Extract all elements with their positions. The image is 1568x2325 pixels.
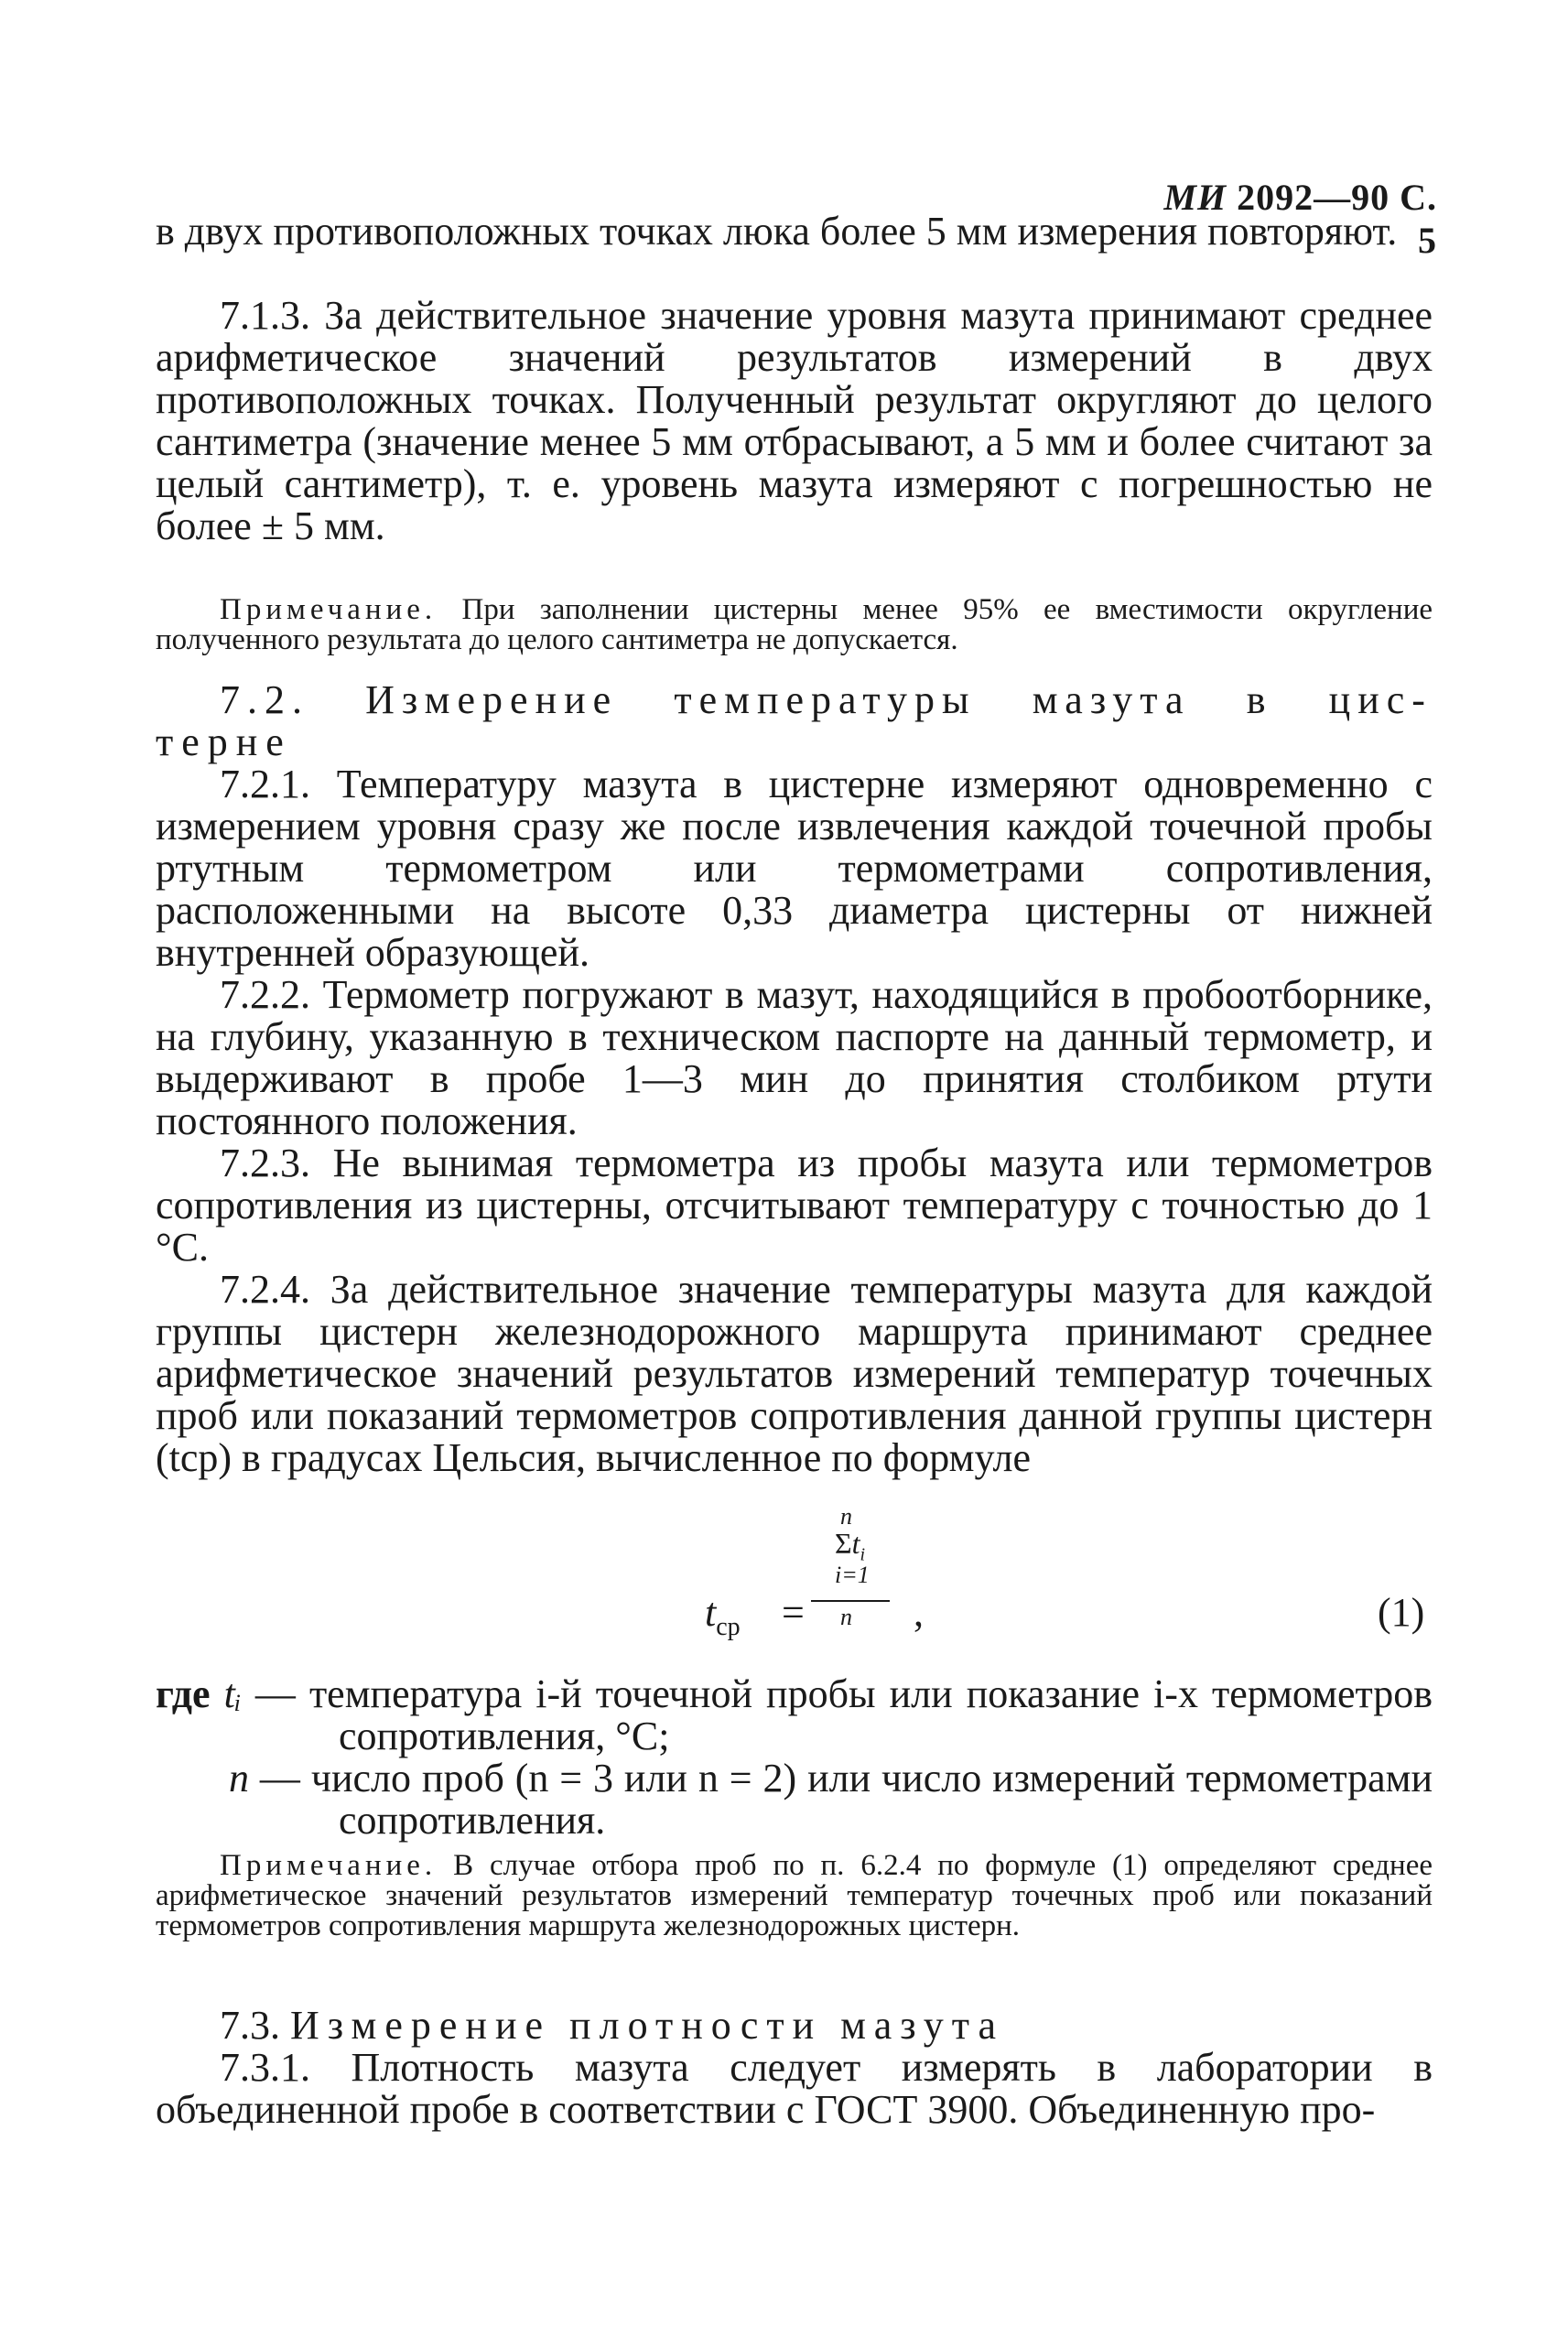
- paragraph-7-2-1: 7.2.1. Температуру мазута в цистерне измеряют одновременно с измерением уровня сразу же после извлечения каждой точечной пробы ртутным термометром или термометрами сопротивления, расположенными на высоте 0,33 диаметра цистерны от нижней внутренней образующей.: [156, 762, 1433, 975]
- section-7-2-word-4: в: [1246, 677, 1273, 722]
- note-1-label: Примечание.: [220, 593, 438, 626]
- formula-lhs: $t_{ср}$: [705, 1590, 741, 1641]
- section-7-3-number: 7.3.: [220, 2003, 280, 2048]
- section-7-2-word-5: цис-: [1328, 677, 1433, 722]
- paragraph-continued: в двух противоположных точках люка более 5 мм измерения повторяют.: [156, 209, 1398, 254]
- standard-number: 2092—90: [1237, 177, 1390, 218]
- section-heading-7-2: [156, 679, 1433, 763]
- section-7-2-word-3: мазута: [1032, 677, 1191, 722]
- formula-comma: ,: [914, 1590, 924, 1635]
- section-7-2-word-1: Измерение: [365, 677, 619, 722]
- note-1: [156, 595, 1433, 655]
- paragraph-7-2-2: 7.2.2. Термометр погружают в мазут, находящийся в пробоотборнике, на глубину, указанную в техническом паспорте на данный термометр, и выдерживают в пробе 1—3 мин до принятия столбиком ртути постоянного положения.: [156, 972, 1433, 1143]
- paragraph-7-3-1: 7.3.1. Плотность мазута следует измерять в лаборатории в объединенной пробе в соответствии с ГОСТ 3900. Объединенную про-: [156, 2045, 1433, 2132]
- note-1-text: При заполнении цистерны менее 95% ее вместимости округление полученного результата до целого сантиметра не допускается.: [156, 593, 1433, 656]
- formula-denominator: n: [840, 1604, 852, 1630]
- section-heading-7-3: [156, 2005, 1433, 2047]
- section-7-2-number: 7.2.: [220, 677, 309, 722]
- formula-lower-limit: i=1: [835, 1562, 870, 1588]
- equation-number: (1): [1378, 1590, 1425, 1635]
- formula-equals: =: [782, 1590, 805, 1635]
- formula-1: [705, 1501, 998, 1648]
- section-7-2-word-6: терне: [156, 719, 292, 764]
- where-definitions: [156, 1673, 1433, 1842]
- paragraph-7-2-4: 7.2.4. За действительное значение температуры мазута для каждой группы цистерн железнодорожного маршрута принимают среднее арифметическое значений результатов измерений температур точечных проб или показаний термометров сопротивления данной группы цистерн (tср) в градусах Цельсия, вычисленное по формуле: [156, 1267, 1433, 1480]
- section-7-2-word-2: температуры: [674, 677, 977, 722]
- note-2: [156, 1851, 1433, 1941]
- paragraph-7-2-3: 7.2.3. Не вынимая термометра из пробы мазута или термометров сопротивления из цистерны, отсчитывают температуру с точностью до 1 °С.: [156, 1141, 1433, 1270]
- note-2-text: В случае отбора проб по п. 6.2.4 по формуле (1) определяют среднее арифметическое значений результатов измерений температур точечных проб или показаний термометров сопротивления маршрута железнодорожных цистерн.: [156, 1849, 1433, 1942]
- definition-t-i: где tᵢ — температура i-й точечной пробы или показание i-х термометров сопротивления, °С;: [156, 1671, 1433, 1758]
- standard-code: МИ: [1163, 177, 1227, 218]
- note-2-label: Примечание.: [220, 1849, 438, 1882]
- definition-n: n — число проб (n = 3 или n = 2) или число измерений термометрами сопротивления.: [229, 1756, 1433, 1843]
- formula-upper-limit: n: [840, 1503, 852, 1530]
- formula-fraction: [811, 1501, 890, 1638]
- page-number: С. 5: [1400, 177, 1437, 261]
- paragraph-7-1-3: 7.1.3. За действительное значение уровня мазута принимают среднее арифметическое значений результатов измерений в двух противоположных точках. Полученный результат округляют до целого сантиметра (значение менее 5 мм отбрасывают, а 5 мм и более считают за целый сантиметр), т. е. уровень мазута измеряют с погрешностью не более ± 5 мм.: [156, 293, 1433, 548]
- section-7-3-title: Измерение плотности мазута: [290, 2003, 1004, 2048]
- formula-sum: $\Sigma t_i$: [835, 1527, 866, 1565]
- fraction-bar: [811, 1600, 890, 1602]
